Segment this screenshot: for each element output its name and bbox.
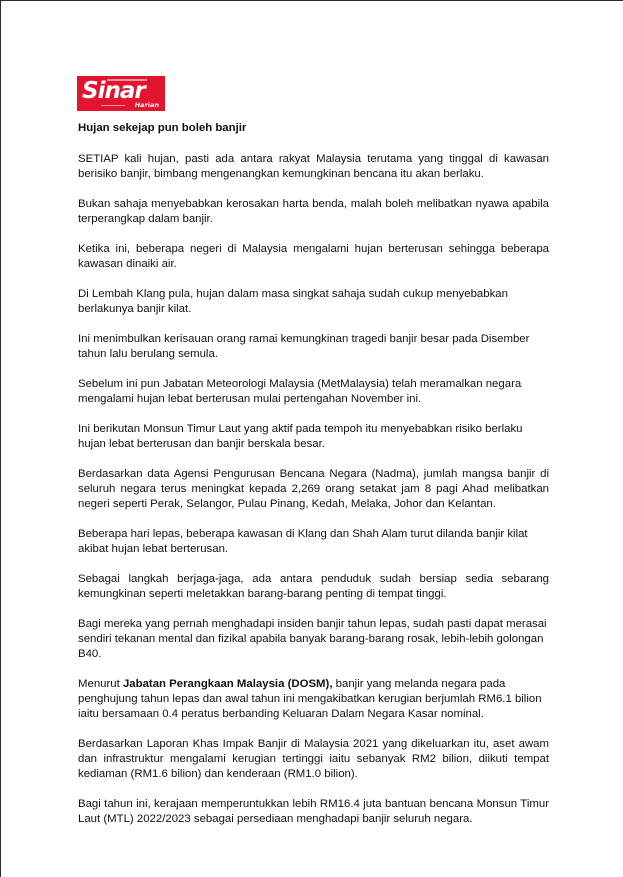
article-paragraph: Ini berikutan Monsun Timur Laut yang aktif pada tempoh itu menyebabkan risiko berlaku hujan lebat berterusan dan banjir berskala besar. [78, 423, 523, 450]
article-paragraph: Bagi mereka yang pernah menghadapi insiden banjir tahun lepas, sudah pasti dapat merasai sendiri tekanan mental dan fizikal apabila banyak barang-barang rosak, lebih-lebih golongan B40. [78, 618, 547, 660]
article-body [78, 121, 549, 842]
article-paragraph: Ketika ini, beberapa negeri di Malaysia mengalami hujan berterusan sehingga beberapa kawasan dinaiki air. [78, 243, 549, 270]
article-paragraph: Ini menimbulkan kerisauan orang ramai kemungkinan tragedi banjir besar pada Disember tahun lalu berulang semula. [78, 333, 530, 360]
logo-decoration [101, 105, 125, 107]
article-paragraph: Beberapa hari lepas, beberapa kawasan di Klang dan Shah Alam turut dilanda banjir kilat akibat hujan lebat berterusan. [78, 528, 528, 555]
article-paragraph: Di Lembah Klang pula, hujan dalam masa singkat sahaja sudah cukup menyebabkan berlakunya banjir kilat. [78, 288, 508, 315]
dosm-suffix: banjir yang melanda negara pada penghujung tahun lepas dan awal tahun ini mengakibatkan kerugian berjumlah RM6.1 bilion iaitu bersamaan 0.4 peratus berbanding Keluaran Dalam Negara Kasar nominal. [78, 678, 542, 720]
dosm-prefix: Menurut [78, 678, 123, 690]
article-paragraph: Bukan sahaja menyebabkan kerosakan harta benda, malah boleh melibatkan nyawa apabila terperangkap dalam banjir. [78, 198, 549, 225]
article-paragraph: Berdasarkan Laporan Khas Impak Banjir di Malaysia 2021 yang dikeluarkan itu, aset awam dan infrastruktur mengalami kerugian tertinggi iaitu sebanyak RM2 bilion, diikuti tempat kediaman (RM1.6 bilion) dan kenderaan (RM1.0 bilion). [78, 738, 549, 780]
article-paragraph: Sebagai langkah berjaga-jaga, ada antara penduduk sudah bersiap sedia sebarang kemungkinan seperti meletakkan barang-barang penting di tempat tinggi. [78, 573, 549, 600]
article-paragraph: SETIAP kali hujan, pasti ada antara rakyat Malaysia terutama yang tinggal di kawasan berisiko banjir, bimbang mengenangkan kemungkinan bencana itu akan berlaku. [78, 153, 549, 180]
article-paragraph-dosm [78, 677, 549, 722]
article-paragraph: Sebelum ini pun Jabatan Meteorologi Malaysia (MetMalaysia) telah meramalkan negara mengalami hujan lebat berterusan mulai pertengahan November ini. [78, 378, 522, 405]
dosm-agency-name: Jabatan Perangkaan Malaysia (DOSM), [122, 678, 333, 690]
logo-sub-text: Harian [134, 101, 159, 109]
article-paragraph: Berdasarkan data Agensi Pengurusan Bencana Negara (Nadma), jumlah mangsa banjir di seluruh negara terus meningkat kepada 2,269 orang setakat jam 8 pagi Ahad melibatkan negeri seperti Perak, Selangor, Pulau Pinang, Kedah, Melaka, Johor dan Kelantan. [78, 468, 549, 510]
logo-brand-text: Sinar [82, 78, 145, 104]
article-paragraph: Bagi tahun ini, kerajaan memperuntukkan lebih RM16.4 juta bantuan bencana Monsun Timur Laut (MTL) 2022/2023 sebagai persediaan menghadapi banjir seluruh negara. [78, 798, 549, 825]
sinar-harian-logo [77, 76, 165, 111]
article-title: Hujan sekejap pun boleh banjir [78, 122, 247, 134]
